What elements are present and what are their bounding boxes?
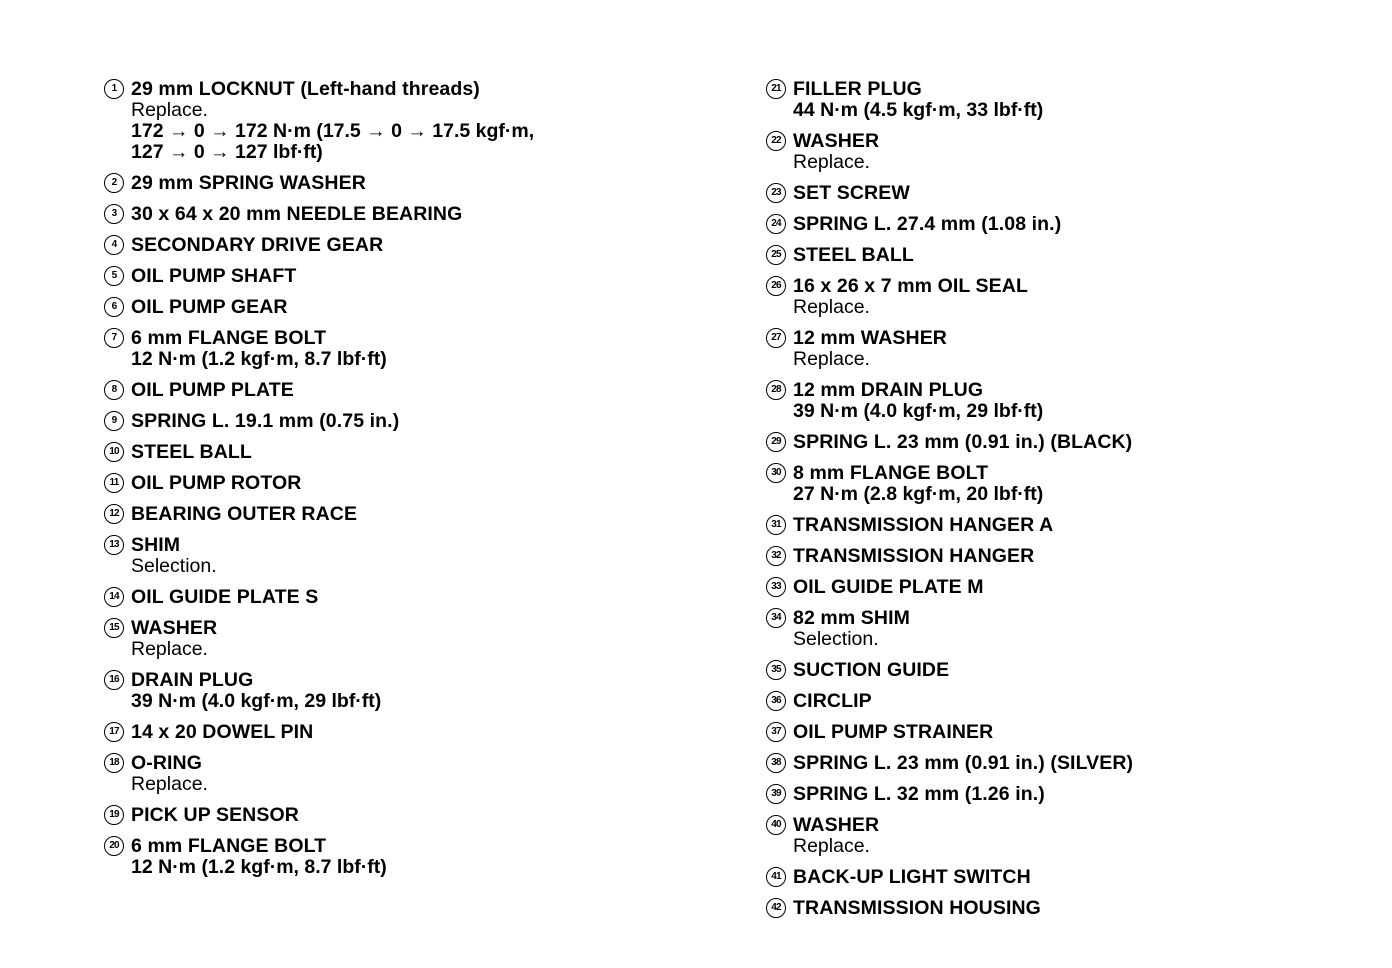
part-number-badge: 14 bbox=[104, 587, 124, 607]
part-item-8 bbox=[104, 379, 704, 401]
part-number-badge: 39 bbox=[766, 784, 786, 804]
part-name: 29 mm LOCKNUT (Left-hand threads) bbox=[131, 78, 480, 100]
part-item-10 bbox=[104, 441, 704, 463]
part-name: 6 mm FLANGE BOLT bbox=[131, 835, 327, 857]
part-name: WASHER bbox=[131, 617, 218, 639]
part-item-31 bbox=[766, 514, 1366, 536]
part-item-29 bbox=[766, 431, 1366, 453]
part-name: OIL PUMP STRAINER bbox=[793, 721, 994, 743]
part-name: DRAIN PLUG bbox=[131, 669, 254, 691]
part-number-badge: 20 bbox=[104, 836, 124, 856]
part-item-2 bbox=[104, 172, 704, 194]
part-name: WASHER bbox=[793, 814, 880, 836]
part-item-38 bbox=[766, 752, 1366, 774]
part-number-badge: 25 bbox=[766, 245, 786, 265]
part-number-badge: 5 bbox=[104, 266, 124, 286]
part-name: SPRING L. 23 mm (0.91 in.) (BLACK) bbox=[793, 431, 1133, 453]
part-item-13 bbox=[104, 534, 704, 577]
part-name: 14 x 20 DOWEL PIN bbox=[131, 721, 314, 743]
part-item-22 bbox=[766, 130, 1366, 173]
torque-spec: 172 → 0 → 172 N·m (17.5 → 0 → 17.5 kgf·m, bbox=[131, 120, 535, 142]
part-item-20 bbox=[104, 835, 704, 878]
part-item-15 bbox=[104, 617, 704, 660]
part-name: 29 mm SPRING WASHER bbox=[131, 172, 366, 194]
part-name: 30 x 64 x 20 mm NEEDLE BEARING bbox=[131, 203, 463, 225]
part-note: Replace. bbox=[793, 151, 870, 173]
part-item-3 bbox=[104, 203, 704, 225]
part-item-26 bbox=[766, 275, 1366, 318]
torque-spec: 39 N·m (4.0 kgf·m, 29 lbf·ft) bbox=[793, 400, 1044, 422]
part-name: WASHER bbox=[793, 130, 880, 152]
part-number-badge: 16 bbox=[104, 670, 124, 690]
part-note: Replace. bbox=[793, 348, 870, 370]
part-number-badge: 38 bbox=[766, 753, 786, 773]
part-name: SPRING L. 27.4 mm (1.08 in.) bbox=[793, 213, 1062, 235]
part-item-1 bbox=[104, 78, 704, 163]
part-number-badge: 34 bbox=[766, 608, 786, 628]
part-item-25 bbox=[766, 244, 1366, 266]
part-item-40 bbox=[766, 814, 1366, 857]
part-name: STEEL BALL bbox=[131, 441, 252, 463]
part-item-17 bbox=[104, 721, 704, 743]
part-name: BEARING OUTER RACE bbox=[131, 503, 358, 525]
part-item-27 bbox=[766, 327, 1366, 370]
part-name: 82 mm SHIM bbox=[793, 607, 910, 629]
torque-spec: 127 → 0 → 127 lbf·ft) bbox=[131, 141, 323, 163]
part-number-badge: 10 bbox=[104, 442, 124, 462]
part-number-badge: 21 bbox=[766, 79, 786, 99]
torque-spec: 44 N·m (4.5 kgf·m, 33 lbf·ft) bbox=[793, 99, 1044, 121]
part-number-badge: 4 bbox=[104, 235, 124, 255]
part-name: OIL PUMP ROTOR bbox=[131, 472, 302, 494]
part-name: TRANSMISSION HOUSING bbox=[793, 897, 1041, 919]
part-name: 6 mm FLANGE BOLT bbox=[131, 327, 327, 349]
part-item-11 bbox=[104, 472, 704, 494]
part-item-4 bbox=[104, 234, 704, 256]
part-number-badge: 22 bbox=[766, 131, 786, 151]
part-item-24 bbox=[766, 213, 1366, 235]
part-note: Replace. bbox=[793, 835, 870, 857]
part-number-badge: 13 bbox=[104, 535, 124, 555]
part-item-12 bbox=[104, 503, 704, 525]
part-number-badge: 19 bbox=[104, 805, 124, 825]
part-name: SET SCREW bbox=[793, 182, 910, 204]
part-number-badge: 40 bbox=[766, 815, 786, 835]
part-name: SECONDARY DRIVE GEAR bbox=[131, 234, 384, 256]
part-name: O-RING bbox=[131, 752, 203, 774]
part-item-21 bbox=[766, 78, 1366, 121]
part-item-34 bbox=[766, 607, 1366, 650]
part-name: FILLER PLUG bbox=[793, 78, 922, 100]
part-number-badge: 11 bbox=[104, 473, 124, 493]
part-item-36 bbox=[766, 690, 1366, 712]
part-name: TRANSMISSION HANGER bbox=[793, 545, 1035, 567]
part-item-5 bbox=[104, 265, 704, 287]
part-number-badge: 28 bbox=[766, 380, 786, 400]
part-number-badge: 32 bbox=[766, 546, 786, 566]
part-name: CIRCLIP bbox=[793, 690, 872, 712]
part-number-badge: 17 bbox=[104, 722, 124, 742]
part-item-30 bbox=[766, 462, 1366, 505]
part-number-badge: 7 bbox=[104, 328, 124, 348]
part-number-badge: 8 bbox=[104, 380, 124, 400]
part-number-badge: 12 bbox=[104, 504, 124, 524]
part-item-41 bbox=[766, 866, 1366, 888]
part-number-badge: 6 bbox=[104, 297, 124, 317]
parts-list-right-column bbox=[766, 78, 1366, 928]
part-number-badge: 23 bbox=[766, 183, 786, 203]
part-number-badge: 37 bbox=[766, 722, 786, 742]
torque-spec: 12 N·m (1.2 kgf·m, 8.7 lbf·ft) bbox=[131, 348, 387, 370]
part-name: STEEL BALL bbox=[793, 244, 914, 266]
part-item-32 bbox=[766, 545, 1366, 567]
part-item-35 bbox=[766, 659, 1366, 681]
part-number-badge: 29 bbox=[766, 432, 786, 452]
part-name: OIL GUIDE PLATE S bbox=[131, 586, 319, 608]
part-number-badge: 33 bbox=[766, 577, 786, 597]
part-item-16 bbox=[104, 669, 704, 712]
part-note: Replace. bbox=[131, 99, 208, 121]
part-item-9 bbox=[104, 410, 704, 432]
part-number-badge: 41 bbox=[766, 867, 786, 887]
part-number-badge: 35 bbox=[766, 660, 786, 680]
part-name: TRANSMISSION HANGER A bbox=[793, 514, 1054, 536]
part-number-badge: 42 bbox=[766, 898, 786, 918]
part-item-19 bbox=[104, 804, 704, 826]
part-number-badge: 2 bbox=[104, 173, 124, 193]
part-number-badge: 26 bbox=[766, 276, 786, 296]
part-name: BACK-UP LIGHT SWITCH bbox=[793, 866, 1031, 888]
part-name: SPRING L. 23 mm (0.91 in.) (SILVER) bbox=[793, 752, 1134, 774]
part-name: SHIM bbox=[131, 534, 181, 556]
part-number-badge: 1 bbox=[104, 79, 124, 99]
part-item-39 bbox=[766, 783, 1366, 805]
part-number-badge: 30 bbox=[766, 463, 786, 483]
part-item-37 bbox=[766, 721, 1366, 743]
part-item-18 bbox=[104, 752, 704, 795]
part-number-badge: 9 bbox=[104, 411, 124, 431]
part-name: SPRING L. 19.1 mm (0.75 in.) bbox=[131, 410, 400, 432]
part-note: Selection. bbox=[793, 628, 879, 650]
part-number-badge: 24 bbox=[766, 214, 786, 234]
part-name: OIL PUMP SHAFT bbox=[131, 265, 297, 287]
torque-spec: 27 N·m (2.8 kgf·m, 20 lbf·ft) bbox=[793, 483, 1044, 505]
part-name: 16 x 26 x 7 mm OIL SEAL bbox=[793, 275, 1028, 297]
part-number-badge: 36 bbox=[766, 691, 786, 711]
part-name: SPRING L. 32 mm (1.26 in.) bbox=[793, 783, 1045, 805]
part-name: SUCTION GUIDE bbox=[793, 659, 950, 681]
part-number-badge: 31 bbox=[766, 515, 786, 535]
part-item-28 bbox=[766, 379, 1366, 422]
part-note: Replace. bbox=[793, 296, 870, 318]
part-item-42 bbox=[766, 897, 1366, 919]
part-number-badge: 3 bbox=[104, 204, 124, 224]
part-item-14 bbox=[104, 586, 704, 608]
part-name: 12 mm WASHER bbox=[793, 327, 947, 349]
parts-list-left-column bbox=[104, 78, 704, 887]
torque-spec: 12 N·m (1.2 kgf·m, 8.7 lbf·ft) bbox=[131, 856, 387, 878]
part-item-7 bbox=[104, 327, 704, 370]
part-name: OIL GUIDE PLATE M bbox=[793, 576, 984, 598]
part-number-badge: 18 bbox=[104, 753, 124, 773]
part-name: PICK UP SENSOR bbox=[131, 804, 299, 826]
part-name: OIL PUMP GEAR bbox=[131, 296, 288, 318]
part-note: Replace. bbox=[131, 773, 208, 795]
part-name: OIL PUMP PLATE bbox=[131, 379, 294, 401]
part-note: Replace. bbox=[131, 638, 208, 660]
part-note: Selection. bbox=[131, 555, 217, 577]
part-item-6 bbox=[104, 296, 704, 318]
part-name: 12 mm DRAIN PLUG bbox=[793, 379, 984, 401]
torque-spec: 39 N·m (4.0 kgf·m, 29 lbf·ft) bbox=[131, 690, 382, 712]
part-item-33 bbox=[766, 576, 1366, 598]
part-number-badge: 27 bbox=[766, 328, 786, 348]
part-item-23 bbox=[766, 182, 1366, 204]
part-name: 8 mm FLANGE BOLT bbox=[793, 462, 989, 484]
part-number-badge: 15 bbox=[104, 618, 124, 638]
